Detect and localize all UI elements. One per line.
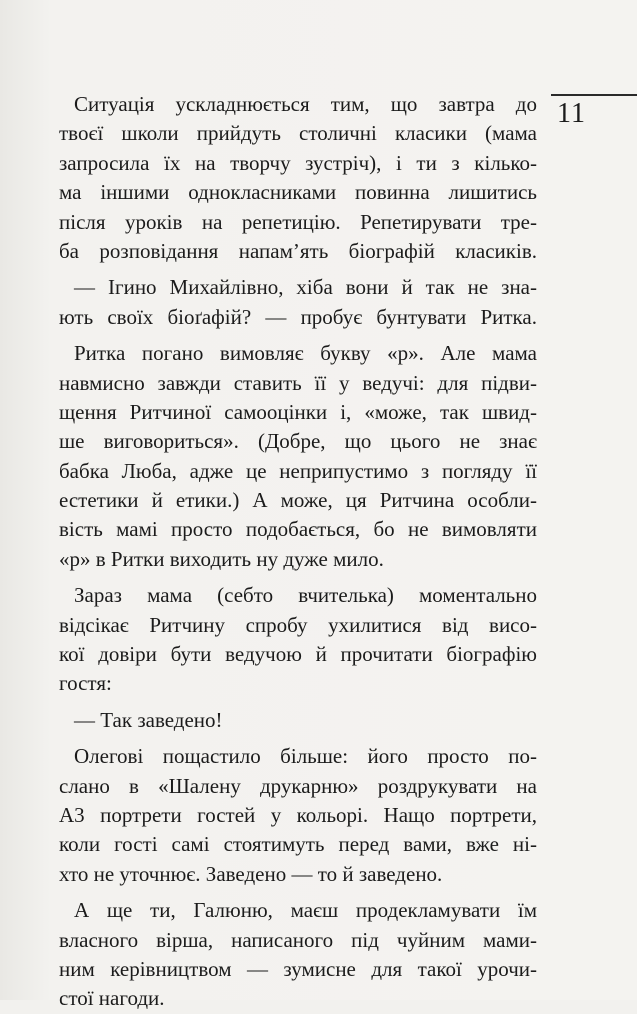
text-line: Ритка погано вимовляє букву «р». Але мама [74, 341, 537, 366]
paragraph [59, 339, 537, 574]
text-line: навмисно завжди ставить її у ведучі: для підви- [59, 370, 537, 395]
text-line: гостя: [59, 671, 112, 696]
text-line: після уроків на репетицію. Репетирувати тре- [59, 209, 537, 234]
text-line: А3 портрети гостей у кольорі. Нащо портрети, [59, 802, 537, 827]
text-line: ба розповідання напам’ять біографій класиків. [59, 238, 537, 263]
text-line: запросила їх на творчу зустріч), і ти з кілько- [59, 150, 537, 175]
text-line: стої нагоди. [59, 986, 165, 1011]
text-line: ма іншими однокласниками повинна лишитись [59, 180, 537, 205]
text-line: твоєї школи прийдуть столичні класики (мама [59, 121, 537, 146]
paragraph-gap [59, 332, 537, 339]
text-line: естетики й етики.) А може, ця Ритчина особли- [59, 488, 537, 513]
paragraph [59, 742, 537, 889]
text-line: слано в «Шалену друкарню» роздрукувати на [59, 773, 537, 798]
text-line: кої довіри бути ведучою й прочитати біографію [59, 642, 537, 667]
paragraph [59, 90, 537, 266]
paragraph-gap [59, 574, 537, 581]
text-line: вість мамі просто подобається, бо не вимовляти [59, 517, 537, 542]
paragraph [59, 706, 537, 735]
text-line: «р» в Ритки виходить ну дуже мило. [59, 546, 384, 571]
text-line: Олегові пощастило більше: його просто по- [74, 744, 537, 769]
paragraph-gap [59, 699, 537, 706]
text-line: щення Ритчиної самооцінки і, «може, так швид- [59, 399, 537, 424]
text-line: коли гості самі стоятимуть перед вами, вже ні- [59, 832, 537, 857]
running-header-rule [551, 94, 637, 96]
text-line: — Ігино Михайлівно, хіба вони й так не зна- [74, 275, 537, 300]
page-number: 11 [557, 98, 586, 129]
text-line: Зараз мама (себто вчителька) моментально [74, 583, 537, 608]
body-text [59, 90, 537, 1014]
text-line: А ще ти, Галюню, маєш продекламувати їм [74, 898, 537, 923]
paragraph-gap [59, 735, 537, 742]
paragraph-gap [59, 266, 537, 273]
text-line: Ситуація ускладнюється тим, що завтра до [74, 92, 537, 116]
text-line: — Так заведено! [74, 707, 223, 732]
text-line: ють своїх біоґафій? — пробує бунтувати Ритка. [59, 304, 537, 329]
paragraph [59, 896, 537, 1014]
text-line: бабка Люба, адже це неприпустимо з погляду її [59, 458, 537, 483]
text-line: власного вірша, написаного під чуйним мами- [59, 927, 537, 952]
text-line: хто не уточнює. Заведено — то й заведено. [59, 861, 443, 886]
paragraph [59, 581, 537, 699]
text-line: ше виговориться». (Добре, що цього не знає [59, 429, 537, 454]
text-line: ним керівництвом — зумисне для такої урочи- [59, 956, 537, 981]
paragraph [59, 273, 537, 332]
paragraph-gap [59, 889, 537, 896]
text-line: відсікає Ритчину спробу ухилитися від висо- [59, 612, 537, 637]
